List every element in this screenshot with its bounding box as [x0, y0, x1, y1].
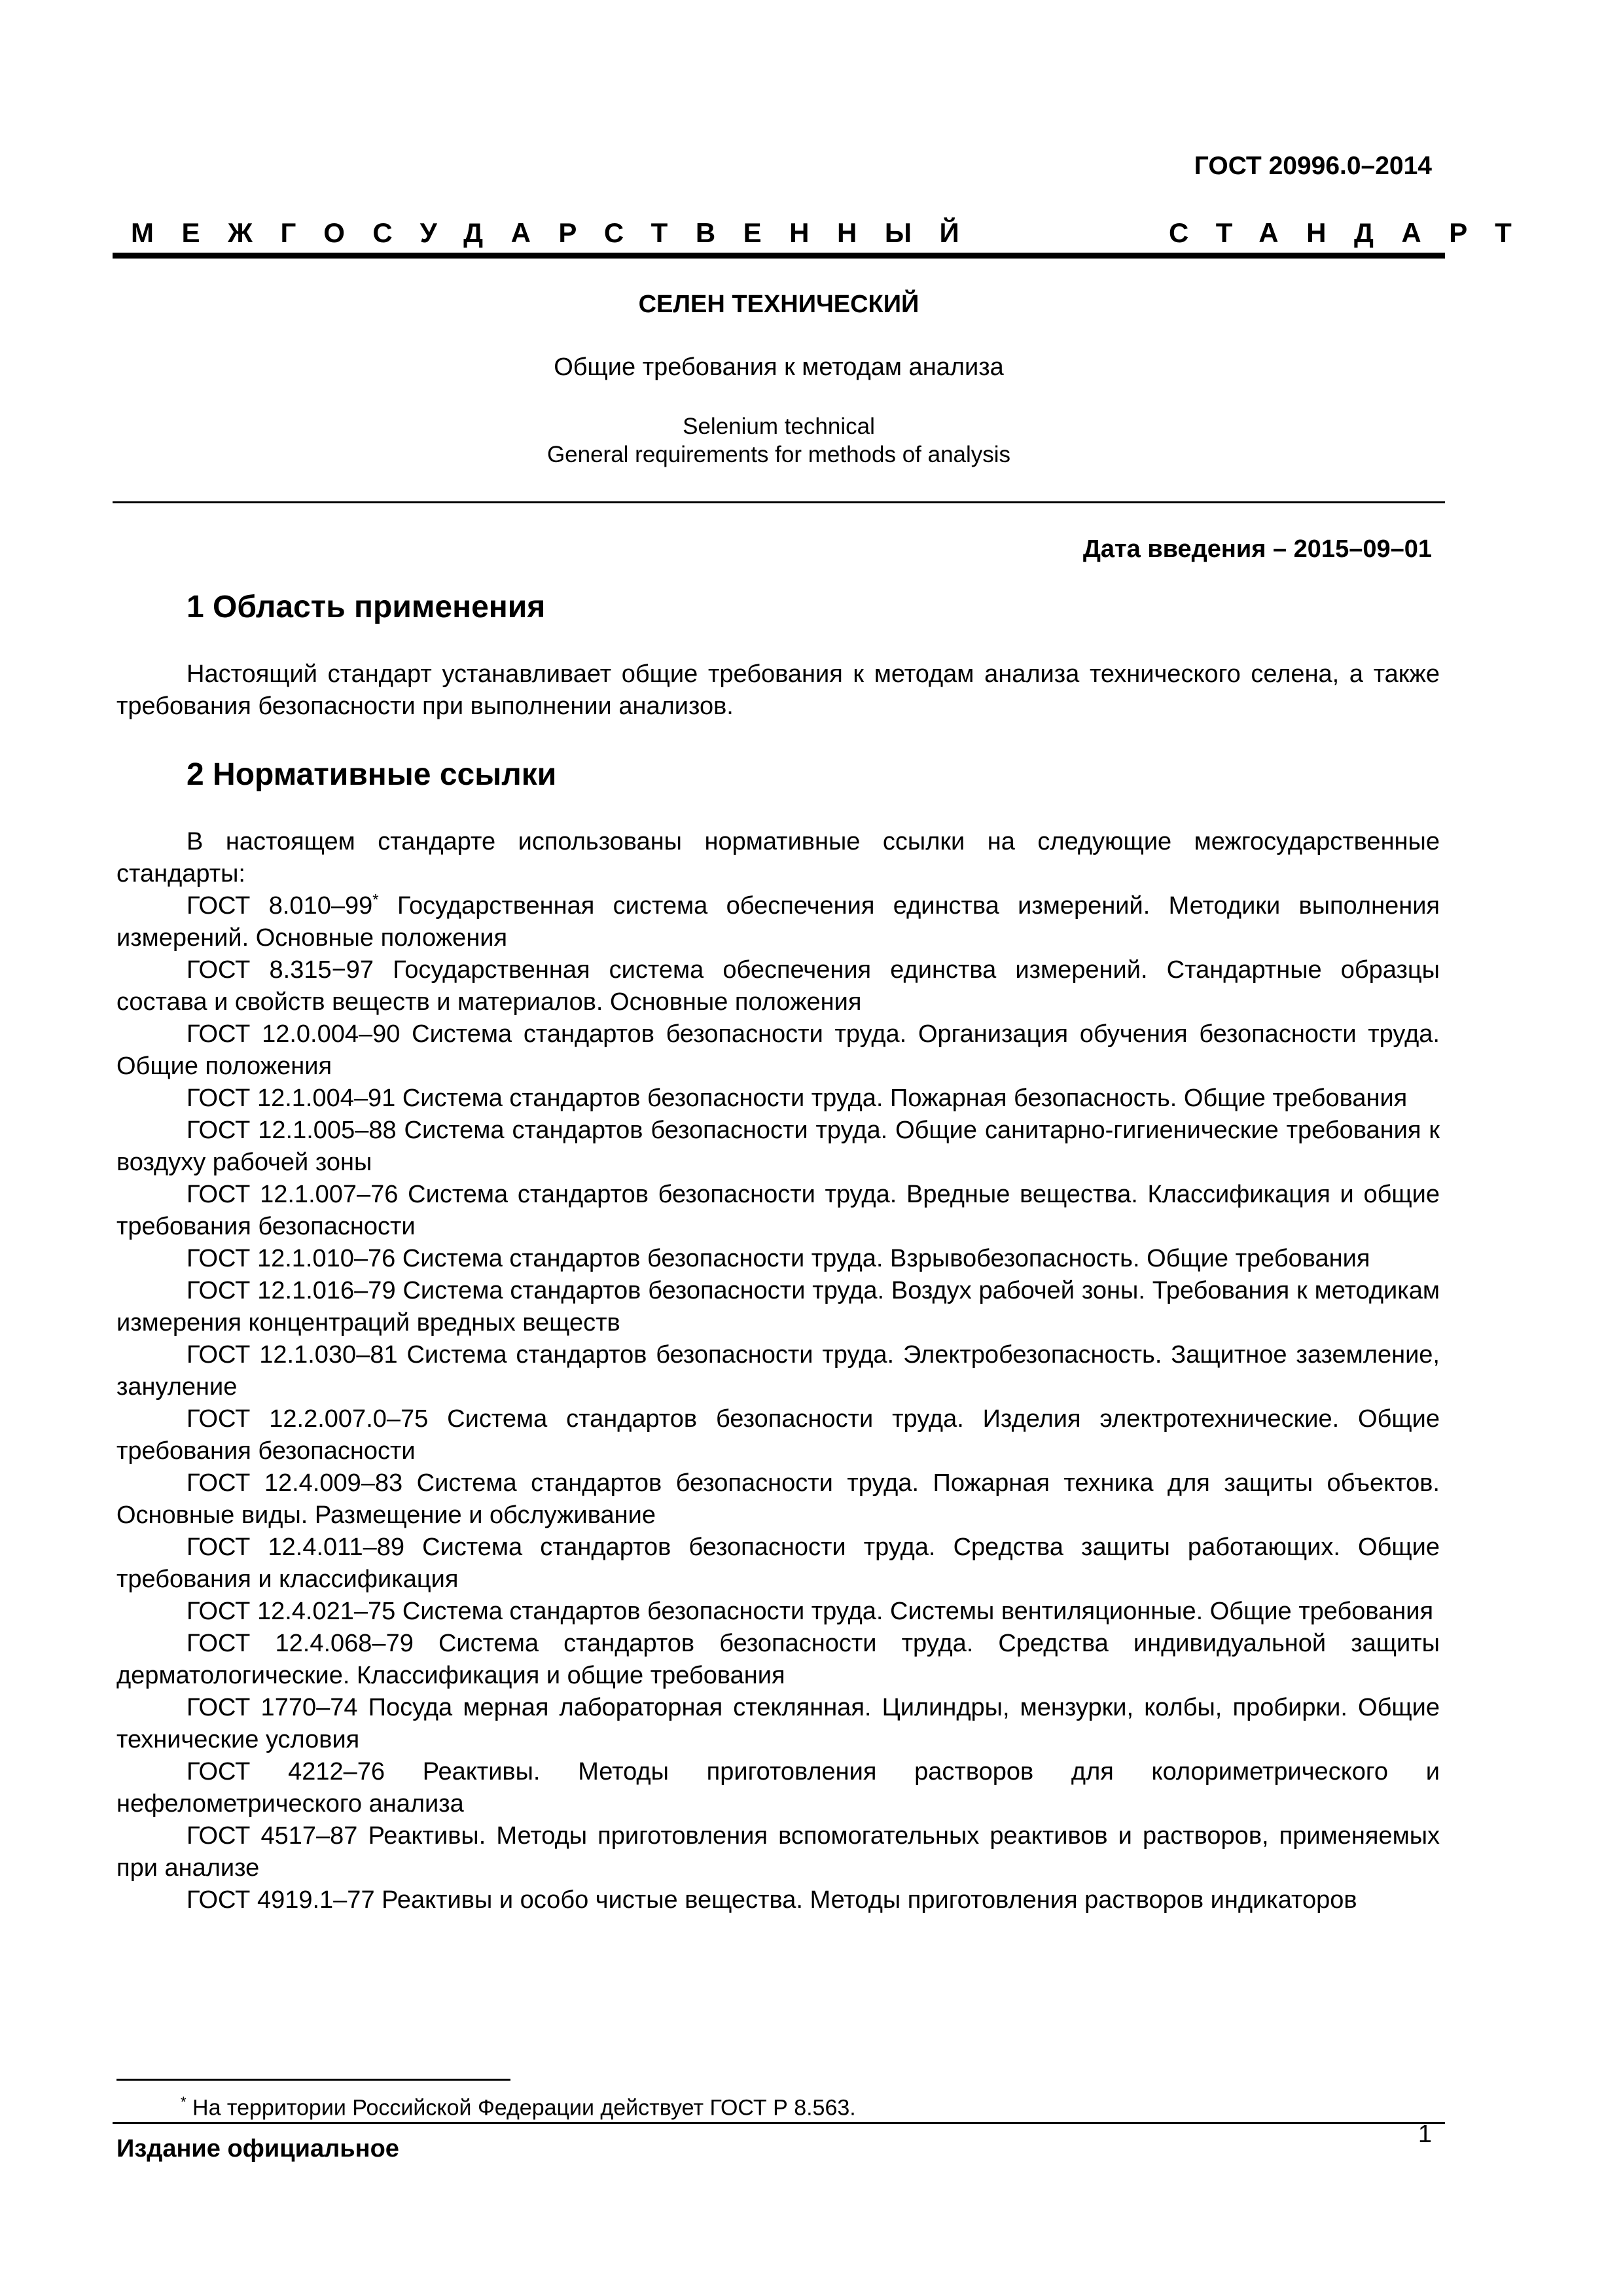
reference-code: ГОСТ 12.1.016–79	[187, 1277, 396, 1304]
footnote-text: На территории Российской Федерации действует ГОСТ Р 8.563.	[186, 2095, 856, 2121]
reference-code: ГОСТ 4212–76	[187, 1758, 385, 1785]
page-number: 1	[1418, 2121, 1432, 2148]
reference-title: Реактивы и особо чистые вещества. Методы приготовления растворов индикаторов	[374, 1886, 1357, 1914]
reference-code: ГОСТ 12.1.004–91	[187, 1085, 396, 1112]
reference-item	[116, 1756, 1440, 1820]
reference-item	[116, 1403, 1440, 1467]
reference-title: Система стандартов безопасности труда. Вредные вещества. Классификация и общие требования безопасности	[116, 1181, 1440, 1240]
english-title-line-1: Selenium technical	[683, 414, 875, 439]
header-rule	[113, 253, 1445, 259]
reference-item	[116, 1018, 1440, 1083]
reference-title: Система стандартов безопасности труда. Воздух рабочей зоны. Требования к методикам измерения концентраций вредных веществ	[116, 1277, 1440, 1336]
reference-code: ГОСТ 8.010–99	[187, 892, 373, 920]
reference-code: ГОСТ 8.315−97	[187, 956, 374, 984]
english-title	[113, 412, 1445, 469]
normative-references-list	[116, 890, 1440, 1916]
reference-footnote-mark: *	[372, 891, 379, 909]
reference-item	[116, 1243, 1440, 1275]
edition-label: Издание официальное	[116, 2135, 399, 2162]
reference-title: Система стандартов безопасности труда. Средства индивидуальной защиты дерматологические. Классификация и общие требования	[116, 1630, 1440, 1689]
english-title-line-2: General requirements for methods of analysis	[546, 442, 1011, 467]
reference-code: ГОСТ 12.4.011–89	[187, 1534, 405, 1561]
reference-item	[116, 1179, 1440, 1243]
reference-item	[116, 1339, 1440, 1403]
reference-title: Система стандартов безопасности труда. Организация обучения безопасности труда. Общие положения	[116, 1020, 1440, 1080]
reference-title: Система стандартов безопасности труда. Общие санитарно-гигиенические требования к воздуху рабочей зоны	[116, 1117, 1440, 1176]
banner-word-interstate: МЕЖГОСУДАРСТВЕННЫЙ	[131, 217, 988, 248]
reference-item	[116, 1628, 1440, 1692]
footer-rule	[113, 2122, 1445, 2124]
standard-code: ГОСТ 20996.0–2014	[1194, 152, 1432, 180]
reference-code: ГОСТ 12.4.021–75	[187, 1598, 396, 1625]
document-title: СЕЛЕН ТЕХНИЧЕСКИЙ	[638, 291, 919, 318]
reference-title: Система стандартов безопасности труда. Средства защиты работающих. Общие требования и классификация	[116, 1534, 1440, 1593]
reference-item	[116, 1275, 1440, 1339]
introduction-date: Дата введения – 2015–09–01	[1082, 535, 1432, 563]
section-1-body: Настоящий стандарт устанавливает общие требования к методам анализа технического селена, а также требования безопасности при выполнении анализов.	[116, 660, 1440, 720]
section-2-intro: В настоящем стандарте использованы нормативные ссылки на следующие межгосударственные стандарты:	[116, 828, 1440, 888]
banner-word-standard: СТАНДАРТ	[1169, 217, 1540, 248]
reference-code: ГОСТ 1770–74	[187, 1694, 358, 1721]
reference-title: Государственная система обеспечения единства измерений. Методики выполнения измерений. Основные положения	[116, 892, 1440, 952]
reference-title: Система стандартов безопасности труда. Пожарная техника для защиты объектов. Основные виды. Размещение и обслуживание	[116, 1469, 1440, 1529]
reference-item	[116, 1596, 1440, 1628]
reference-item	[116, 1532, 1440, 1596]
reference-title: Реактивы. Методы приготовления растворов для колориметрического и нефелометрического анализа	[116, 1758, 1440, 1818]
footnote	[181, 2088, 856, 2122]
reference-title: Посуда мерная лабораторная стеклянная. Цилиндры, мензурки, колбы, пробирки. Общие технические условия	[116, 1694, 1440, 1753]
reference-title: Система стандартов безопасности труда. Изделия электротехнические. Общие требования безопасности	[116, 1405, 1440, 1465]
reference-title: Система стандартов безопасности труда. Системы вентиляционные. Общие требования	[395, 1598, 1434, 1625]
reference-code: ГОСТ 12.1.007–76	[187, 1181, 399, 1208]
reference-item	[116, 1467, 1440, 1532]
reference-code: ГОСТ 4919.1–77	[187, 1886, 375, 1914]
reference-title: Система стандартов безопасности труда. Электробезопасность. Защитное заземление, зануление	[116, 1341, 1440, 1401]
reference-code: ГОСТ 12.1.030–81	[187, 1341, 398, 1369]
section-1-heading: 1 Область применения	[187, 590, 546, 624]
section-2-heading: 2 Нормативные ссылки	[187, 757, 557, 792]
reference-code: ГОСТ 12.4.009–83	[187, 1469, 403, 1497]
reference-title: Государственная система обеспечения единства измерений. Стандартные образцы состава и свойств веществ и материалов. Основные положения	[116, 956, 1440, 1016]
reference-title: Система стандартов безопасности труда. Пожарная безопасность. Общие требования	[395, 1085, 1408, 1112]
reference-code: ГОСТ 12.1.005–88	[187, 1117, 397, 1144]
reference-item	[116, 890, 1440, 954]
reference-item	[116, 954, 1440, 1018]
reference-item	[116, 1692, 1440, 1756]
reference-item	[116, 1820, 1440, 1884]
reference-title: Система стандартов безопасности труда. Взрывобезопасность. Общие требования	[395, 1245, 1370, 1272]
reference-code: ГОСТ 12.1.010–76	[187, 1245, 396, 1272]
footnote-mark: *	[181, 2094, 187, 2110]
reference-item	[116, 1884, 1440, 1916]
title-rule	[113, 501, 1445, 503]
footnote-rule	[116, 2079, 510, 2081]
reference-code: ГОСТ 12.4.068–79	[187, 1630, 414, 1657]
reference-item	[116, 1115, 1440, 1179]
reference-code: ГОСТ 4517–87	[187, 1822, 358, 1850]
document-body	[116, 588, 1440, 1916]
reference-code: ГОСТ 12.2.007.0–75	[187, 1405, 429, 1433]
reference-item	[116, 1083, 1440, 1115]
document-subtitle: Общие требования к методам анализа	[554, 353, 1004, 381]
reference-code: ГОСТ 12.0.004–90	[187, 1020, 401, 1048]
reference-title: Реактивы. Методы приготовления вспомогательных реактивов и растворов, применяемых при анализе	[116, 1822, 1440, 1882]
